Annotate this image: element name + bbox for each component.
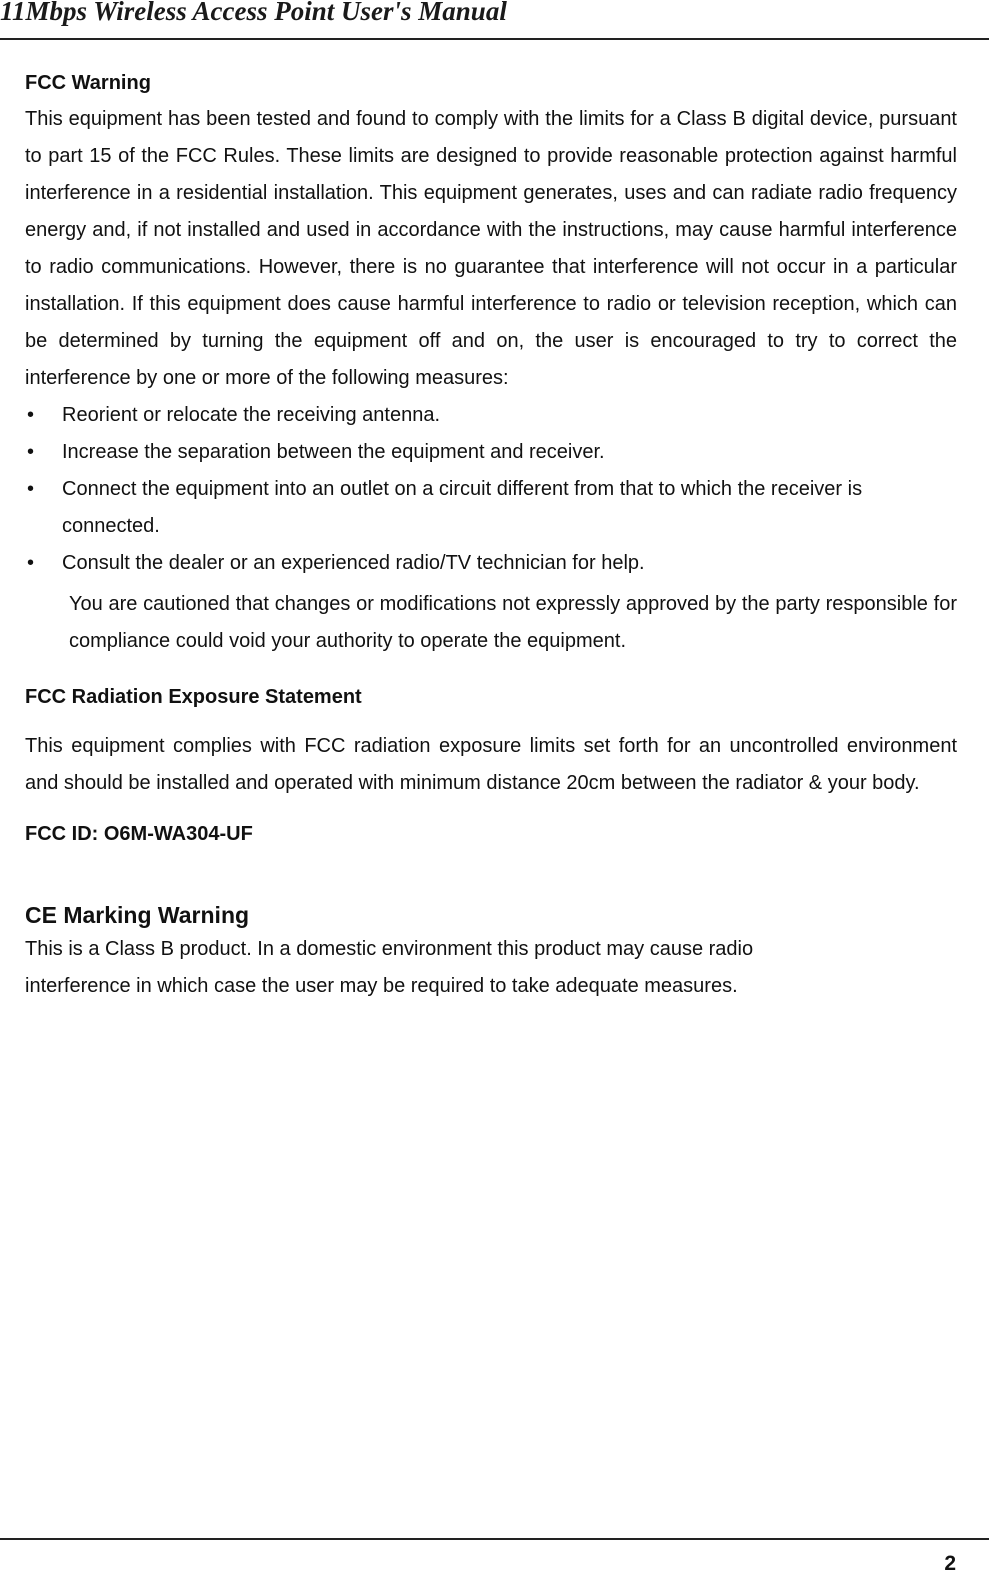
page-content <box>25 68 957 1005</box>
footer-rule <box>0 1538 989 1540</box>
list-item <box>25 471 957 545</box>
measure-text: Increase the separation between the equipment and receiver. <box>62 441 605 463</box>
measures-list <box>25 397 957 582</box>
radiation-heading: FCC Radiation Exposure Statement <box>25 686 362 708</box>
header-rule <box>0 38 989 40</box>
fcc-warning-paragraph: This equipment has been tested and found to comply with the limits for a Class B digital device, pursuant to part 15 of the FCC Rules. These limits are designed to provide reasonable protection against harmful interference in a residential installation. This equipment generates, uses and can radiate radio frequency energy and, if not installed and used in accordance with the instructions, may cause harmful interference to radio communications. However, there is no guarantee that interference will not occur in a particular installation. If this equipment does cause harmful interference to radio or television reception, which can be determined by turning the equipment off and on, the user is encouraged to try to correct the interference by one or more of the following measures: <box>25 108 957 389</box>
bullet-icon: • <box>27 404 35 426</box>
radiation-paragraph: This equipment complies with FCC radiation exposure limits set forth for an uncontrolled environment and should be installed and operated with minimum distance 20cm between the radiator & your body. <box>25 735 957 794</box>
list-item <box>25 397 957 434</box>
measure-text: Reorient or relocate the receiving antenna. <box>62 404 441 426</box>
bullet-icon: • <box>27 478 35 500</box>
ce-marking-heading: CE Marking Warning <box>25 902 250 928</box>
bullet-icon: • <box>27 441 35 463</box>
caution-paragraph: You are cautioned that changes or modifications not expressly approved by the party responsible for compliance could void your authority to operate the equipment. <box>69 593 957 652</box>
list-item <box>25 545 957 582</box>
ce-line-2: interference in which case the user may be required to take adequate measures. <box>25 975 738 997</box>
ce-line-1: This is a Class B product. In a domestic environment this product may cause radio <box>25 938 754 960</box>
bullet-icon: • <box>27 552 35 574</box>
fcc-warning-heading: FCC Warning <box>25 72 151 94</box>
measure-text: Consult the dealer or an experienced radio/TV technician for help. <box>62 552 645 574</box>
manual-title: 11Mbps Wireless Access Point User's Manual <box>0 0 507 26</box>
list-item <box>25 434 957 471</box>
fcc-id-label: FCC ID: O6M-WA304-UF <box>25 823 253 845</box>
page-number: 2 <box>944 1552 956 1575</box>
measure-text: Connect the equipment into an outlet on a circuit different from that to which the receiver is connected. <box>62 478 863 537</box>
